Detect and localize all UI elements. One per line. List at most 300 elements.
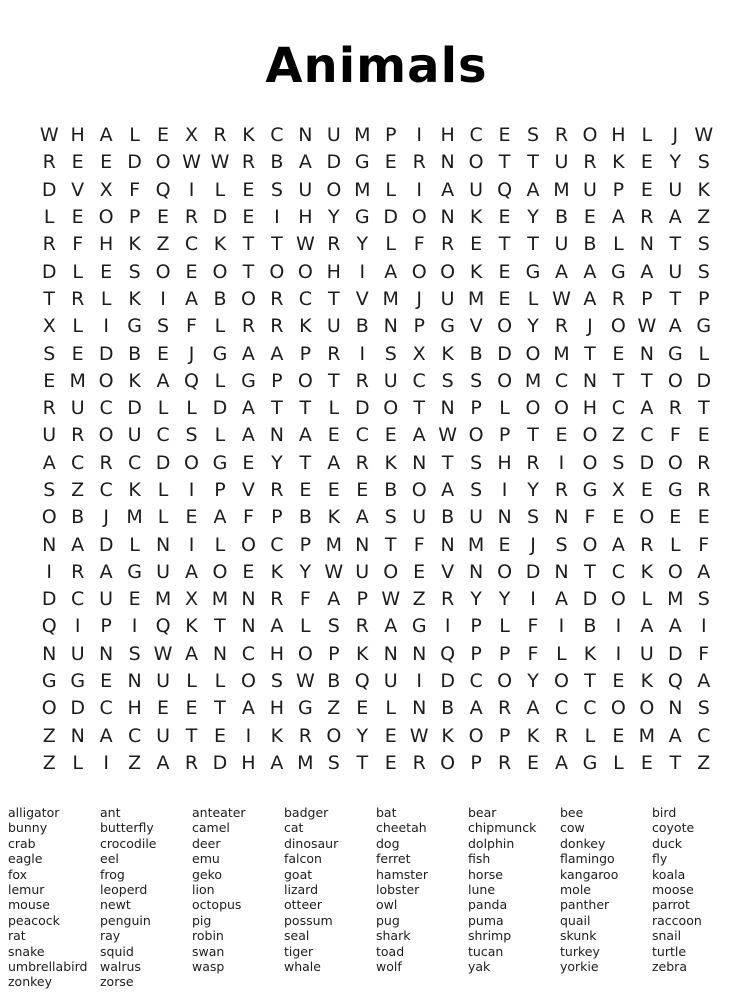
word-item: puma — [468, 912, 504, 928]
grid-letter: A — [412, 424, 426, 447]
grid-letter: A — [554, 588, 568, 611]
grid-letter: X — [185, 124, 199, 147]
word-item: walrus — [100, 959, 141, 975]
grid-letter: I — [615, 642, 622, 665]
grid-letter: A — [441, 479, 455, 501]
grid-letter: J — [416, 287, 422, 310]
grid-letter: N — [355, 533, 370, 556]
grid-letter: I — [188, 533, 195, 556]
grid-letter: N — [99, 642, 114, 665]
grid-letter: E — [384, 151, 397, 174]
grid-letter: E — [527, 751, 540, 774]
grid-letter: K — [128, 479, 141, 501]
grid-letter: H — [611, 124, 626, 147]
word-item: geko — [192, 866, 223, 882]
word-item: otteer — [284, 897, 322, 913]
grid-letter: B — [441, 506, 455, 529]
word-item: bat — [376, 805, 397, 820]
grid-letter: B — [469, 342, 483, 365]
grid-letter: E — [640, 178, 653, 201]
grid-letter: B — [71, 506, 85, 529]
grid-letter: A — [554, 751, 568, 774]
grid-letter: V — [469, 315, 483, 338]
grid-letter: P — [299, 342, 312, 365]
grid-letter: L — [186, 397, 197, 420]
grid-letter: D — [639, 451, 655, 474]
grid-letter: K — [128, 233, 141, 256]
word-item: cheetah — [376, 820, 427, 836]
grid-letter: L — [385, 697, 397, 720]
grid-letter: M — [553, 178, 570, 201]
grid-letter: T — [612, 369, 625, 392]
grid-letter: W — [552, 287, 571, 310]
word-item: ray — [100, 928, 121, 944]
word-item: eel — [100, 851, 119, 867]
grid-letter: R — [583, 151, 597, 174]
grid-letter: N — [668, 697, 683, 720]
grid-letter: G — [440, 315, 455, 338]
grid-letter: S — [128, 260, 141, 283]
grid-letter: Z — [412, 588, 426, 611]
grid-letter: B — [583, 615, 597, 638]
grid-letter: R — [327, 233, 341, 256]
grid-letter: H — [582, 397, 598, 420]
grid-letter: L — [72, 315, 83, 338]
grid-letter: B — [327, 670, 341, 693]
word-item: donkey — [560, 835, 606, 851]
grid-letter: O — [553, 670, 569, 693]
grid-letter: O — [184, 451, 199, 474]
grid-letter: A — [71, 533, 85, 556]
word-item: butterfly — [100, 820, 154, 836]
word-item: umbrellabird — [8, 959, 88, 975]
grid-letter: R — [42, 233, 56, 256]
grid-letter: E — [242, 206, 255, 229]
grid-letter: R — [184, 751, 199, 774]
word-item: shrimp — [468, 928, 512, 944]
grid-letter: O — [440, 260, 456, 283]
grid-letter: U — [383, 369, 398, 392]
grid-letter: M — [524, 369, 542, 392]
grid-letter: G — [582, 751, 598, 774]
word-column-8 — [652, 805, 744, 990]
grid-letter: Y — [470, 588, 482, 611]
grid-letter: D — [326, 151, 342, 174]
grid-letter: N — [440, 206, 455, 229]
grid-letter: R — [270, 588, 284, 611]
grid-letter: G — [696, 315, 712, 338]
word-item: bee — [560, 805, 584, 820]
grid-letter: E — [498, 533, 511, 556]
grid-letter: C — [469, 124, 483, 147]
grid-letter: A — [583, 260, 597, 283]
grid-letter: F — [527, 642, 539, 665]
grid-letter: O — [667, 560, 683, 583]
grid-letter: E — [384, 424, 397, 447]
word-item: koala — [652, 866, 686, 882]
grid-letter: U — [326, 124, 341, 147]
grid-letter: O — [411, 206, 427, 229]
grid-letter: U — [668, 260, 683, 283]
grid-letter: A — [668, 615, 682, 638]
grid-letter: W — [210, 151, 230, 174]
grid-letter: M — [354, 124, 371, 147]
grid-letter: M — [126, 506, 143, 529]
grid-letter: P — [271, 506, 283, 529]
word-item: camel — [192, 820, 230, 836]
grid-row-14 — [35, 477, 718, 504]
word-item: octopus — [192, 897, 242, 913]
grid-letter: X — [412, 342, 426, 365]
word-item: dolphin — [468, 835, 515, 851]
grid-letter: N — [440, 397, 455, 420]
grid-letter: C — [71, 451, 85, 474]
grid-letter: K — [441, 342, 454, 365]
word-item: penguin — [100, 912, 151, 928]
grid-letter: G — [127, 560, 142, 583]
grid-letter: U — [582, 178, 597, 201]
grid-row-21 — [35, 668, 718, 695]
grid-letter: C — [640, 424, 654, 447]
word-item: lobster — [376, 882, 420, 898]
word-item: fly — [652, 851, 668, 867]
grid-letter: I — [46, 560, 53, 583]
grid-letter: W — [409, 724, 429, 747]
grid-letter: R — [213, 124, 227, 147]
grid-letter: T — [43, 287, 56, 310]
grid-letter: C — [697, 724, 711, 747]
word-item: cow — [560, 820, 585, 836]
grid-letter: A — [327, 451, 341, 474]
grid-letter: R — [697, 479, 711, 501]
word-item: zebra — [652, 959, 687, 975]
grid-letter: U — [412, 506, 427, 529]
grid-letter: O — [525, 342, 541, 365]
grid-letter: O — [468, 424, 484, 447]
grid-letter: Y — [328, 206, 340, 229]
grid-letter: P — [498, 424, 511, 447]
grid-letter: Y — [527, 479, 539, 501]
grid-letter: S — [612, 451, 625, 474]
grid-letter: B — [384, 479, 398, 501]
grid-letter: F — [72, 233, 84, 256]
grid-letter: V — [355, 287, 369, 310]
grid-row-17 — [35, 559, 718, 586]
grid-letter: O — [639, 506, 655, 529]
grid-letter: S — [697, 260, 710, 283]
grid-letter: N — [582, 369, 598, 392]
grid-letter: L — [385, 178, 397, 201]
grid-letter: N — [70, 724, 85, 747]
grid-letter: Z — [327, 697, 341, 720]
grid-letter: T — [271, 233, 283, 256]
grid-letter: O — [155, 260, 171, 283]
grid-letter: R — [184, 206, 199, 229]
grid-letter: G — [354, 206, 370, 229]
grid-letter: K — [441, 724, 454, 747]
grid-letter: S — [470, 369, 483, 392]
grid-letter: K — [185, 615, 198, 638]
grid-letter: G — [354, 151, 370, 174]
grid-letter: L — [527, 287, 539, 310]
grid-letter: F — [669, 424, 681, 447]
grid-letter: M — [467, 287, 485, 310]
grid-letter: E — [612, 506, 625, 529]
grid-letter: I — [103, 751, 109, 774]
grid-letter: D — [383, 206, 399, 229]
grid-letter: R — [640, 206, 654, 229]
word-item: pug — [376, 912, 400, 928]
grid-letter: N — [440, 533, 455, 556]
grid-letter: Q — [667, 670, 683, 693]
grid-letter: O — [582, 533, 598, 556]
grid-letter: L — [499, 397, 510, 420]
grid-letter: S — [526, 124, 540, 147]
grid-letter: T — [584, 342, 596, 365]
grid-row-8 — [35, 313, 718, 340]
grid-letter: I — [558, 615, 565, 638]
grid-letter: E — [213, 724, 226, 747]
grid-letter: O — [212, 560, 228, 583]
word-item: dog — [376, 835, 400, 851]
grid-letter: B — [554, 206, 568, 229]
grid-letter: Y — [527, 206, 539, 229]
grid-letter: D — [41, 588, 57, 611]
grid-row-1 — [35, 122, 718, 149]
grid-letter: K — [583, 642, 597, 665]
grid-letter: E — [185, 506, 198, 529]
word-item: zorse — [100, 974, 134, 990]
grid-letter: R — [42, 397, 56, 420]
grid-letter: A — [441, 178, 455, 201]
grid-letter: B — [128, 342, 142, 365]
grid-letter: E — [612, 670, 625, 693]
grid-letter: U — [469, 506, 484, 529]
word-item: chipmunck — [468, 820, 537, 836]
grid-letter: X — [611, 479, 625, 501]
grid-letter: P — [498, 642, 511, 665]
grid-letter: O — [497, 369, 513, 392]
grid-letter: A — [384, 260, 398, 283]
grid-letter: Y — [356, 724, 369, 747]
grid-letter: E — [242, 178, 255, 201]
grid-letter: O — [440, 751, 456, 774]
grid-row-23 — [35, 723, 718, 750]
grid-letter: V — [441, 560, 455, 583]
word-column-6 — [468, 805, 560, 990]
grid-letter: N — [383, 315, 398, 338]
grid-letter: E — [128, 588, 141, 611]
word-item: bunny — [8, 820, 48, 836]
word-item: zonkey — [8, 974, 53, 990]
grid-letter: A — [526, 178, 540, 201]
grid-letter: E — [413, 560, 426, 583]
grid-letter: W — [153, 642, 173, 665]
grid-letter: O — [269, 260, 285, 283]
grid-letter: Z — [42, 751, 56, 774]
grid-letter: W — [438, 424, 458, 447]
word-item: raccoon — [652, 912, 702, 928]
grid-letter: C — [583, 697, 597, 720]
grid-letter: N — [440, 151, 455, 174]
grid-letter: Y — [271, 451, 283, 474]
grid-letter: W — [39, 124, 59, 147]
grid-letter: T — [641, 369, 653, 392]
grid-letter: N — [155, 533, 171, 556]
grid-letter: R — [697, 451, 711, 474]
word-item: newt — [100, 897, 131, 913]
grid-letter: T — [498, 233, 511, 256]
grid-letter: I — [416, 670, 422, 693]
grid-letter: E — [470, 233, 483, 256]
grid-letter: C — [127, 451, 142, 474]
grid-letter: D — [525, 560, 541, 583]
grid-letter: D — [98, 342, 114, 365]
word-item: ant — [100, 805, 121, 820]
grid-letter: R — [270, 315, 284, 338]
grid-letter: E — [640, 151, 653, 174]
grid-letter: U — [156, 670, 171, 693]
grid-letter: G — [212, 451, 228, 474]
grid-letter: L — [641, 588, 653, 611]
grid-letter: N — [241, 615, 256, 638]
word-item: duck — [652, 835, 682, 851]
grid-letter: E — [697, 424, 710, 447]
grid-letter: Y — [527, 315, 539, 338]
grid-letter: E — [640, 751, 653, 774]
grid-letter: W — [182, 151, 201, 174]
word-item: robin — [192, 928, 224, 944]
grid-letter: R — [441, 233, 455, 256]
grid-letter: D — [70, 697, 85, 720]
grid-letter: M — [154, 588, 172, 611]
grid-row-13 — [35, 450, 718, 477]
grid-letter: L — [698, 342, 710, 365]
grid-row-3 — [35, 177, 718, 204]
grid-letter: L — [214, 670, 226, 693]
grid-letter: F — [242, 506, 254, 529]
word-column-5 — [376, 805, 468, 990]
grid-letter: S — [384, 342, 397, 365]
grid-row-4 — [35, 204, 718, 231]
grid-letter: G — [41, 670, 57, 693]
grid-letter: S — [157, 315, 170, 338]
grid-letter: Q — [497, 178, 513, 201]
grid-letter: C — [554, 369, 569, 392]
grid-letter: A — [611, 206, 625, 229]
grid-letter: O — [610, 588, 626, 611]
word-item: fish — [468, 851, 491, 867]
grid-letter: D — [98, 533, 114, 556]
grid-letter: Z — [42, 724, 56, 747]
grid-row-20 — [35, 641, 718, 668]
grid-letter: A — [554, 260, 568, 283]
word-item: frog — [100, 866, 125, 882]
grid-letter: N — [241, 588, 256, 611]
grid-letter: E — [612, 342, 625, 365]
grid-letter: P — [384, 124, 397, 147]
grid-letter: B — [298, 506, 312, 529]
grid-letter: U — [127, 424, 142, 447]
grid-letter: Q — [155, 615, 171, 638]
grid-letter: Z — [128, 751, 142, 774]
grid-letter: P — [470, 397, 482, 420]
grid-letter: F — [584, 506, 596, 529]
grid-letter: Z — [697, 206, 711, 229]
grid-letter: X — [99, 178, 113, 201]
grid-letter: G — [582, 479, 598, 501]
grid-row-24 — [35, 750, 718, 777]
grid-letter: S — [128, 642, 141, 665]
word-item: fox — [8, 866, 28, 882]
grid-letter: N — [42, 642, 57, 665]
grid-letter: O — [525, 397, 541, 420]
grid-letter: A — [241, 424, 255, 447]
grid-letter: C — [355, 424, 369, 447]
grid-letter: T — [185, 724, 198, 747]
grid-letter: T — [328, 369, 340, 392]
grid-letter: N — [468, 560, 484, 583]
grid-letter: U — [298, 178, 313, 201]
grid-letter: T — [384, 533, 397, 556]
grid-letter: U — [440, 287, 455, 310]
grid-letter: A — [526, 697, 540, 720]
grid-letter: E — [185, 697, 198, 720]
grid-letter: B — [441, 697, 455, 720]
grid-letter: G — [70, 670, 86, 693]
grid-letter: D — [41, 260, 57, 283]
grid-letter: J — [672, 124, 679, 147]
grid-letter: K — [612, 151, 625, 174]
grid-letter: U — [554, 233, 569, 256]
word-list — [8, 805, 748, 990]
grid-letter: R — [554, 315, 569, 338]
grid-letter: C — [469, 670, 483, 693]
grid-letter: E — [583, 206, 596, 229]
grid-letter: O — [610, 315, 626, 338]
grid-letter: P — [328, 642, 340, 665]
grid-letter: T — [669, 751, 682, 774]
word-item: badger — [284, 805, 329, 820]
grid-letter: O — [212, 260, 228, 283]
grid-letter: E — [185, 260, 198, 283]
grid-letter: K — [213, 233, 227, 256]
grid-letter: P — [356, 588, 368, 611]
grid-letter: A — [270, 751, 284, 774]
grid-letter: F — [299, 588, 311, 611]
grid-letter: A — [355, 506, 369, 529]
grid-letter: N — [554, 506, 569, 529]
grid-letter: N — [42, 533, 57, 556]
word-item: moose — [652, 882, 694, 898]
grid-letter: D — [127, 151, 142, 174]
grid-letter: C — [554, 697, 569, 720]
grid-letter: T — [441, 451, 454, 474]
word-column-3 — [192, 805, 284, 990]
grid-letter: W — [637, 315, 657, 338]
grid-letter: R — [327, 342, 341, 365]
grid-letter: I — [245, 724, 252, 747]
grid-row-10 — [35, 368, 718, 395]
word-item: whale — [284, 959, 321, 975]
grid-letter: D — [212, 397, 228, 420]
grid-letter: R — [640, 533, 654, 556]
grid-letter: V — [241, 479, 255, 501]
word-item: falcon — [284, 851, 322, 867]
grid-letter: E — [157, 342, 170, 365]
grid-letter: G — [611, 260, 626, 283]
grid-letter: B — [355, 315, 369, 338]
